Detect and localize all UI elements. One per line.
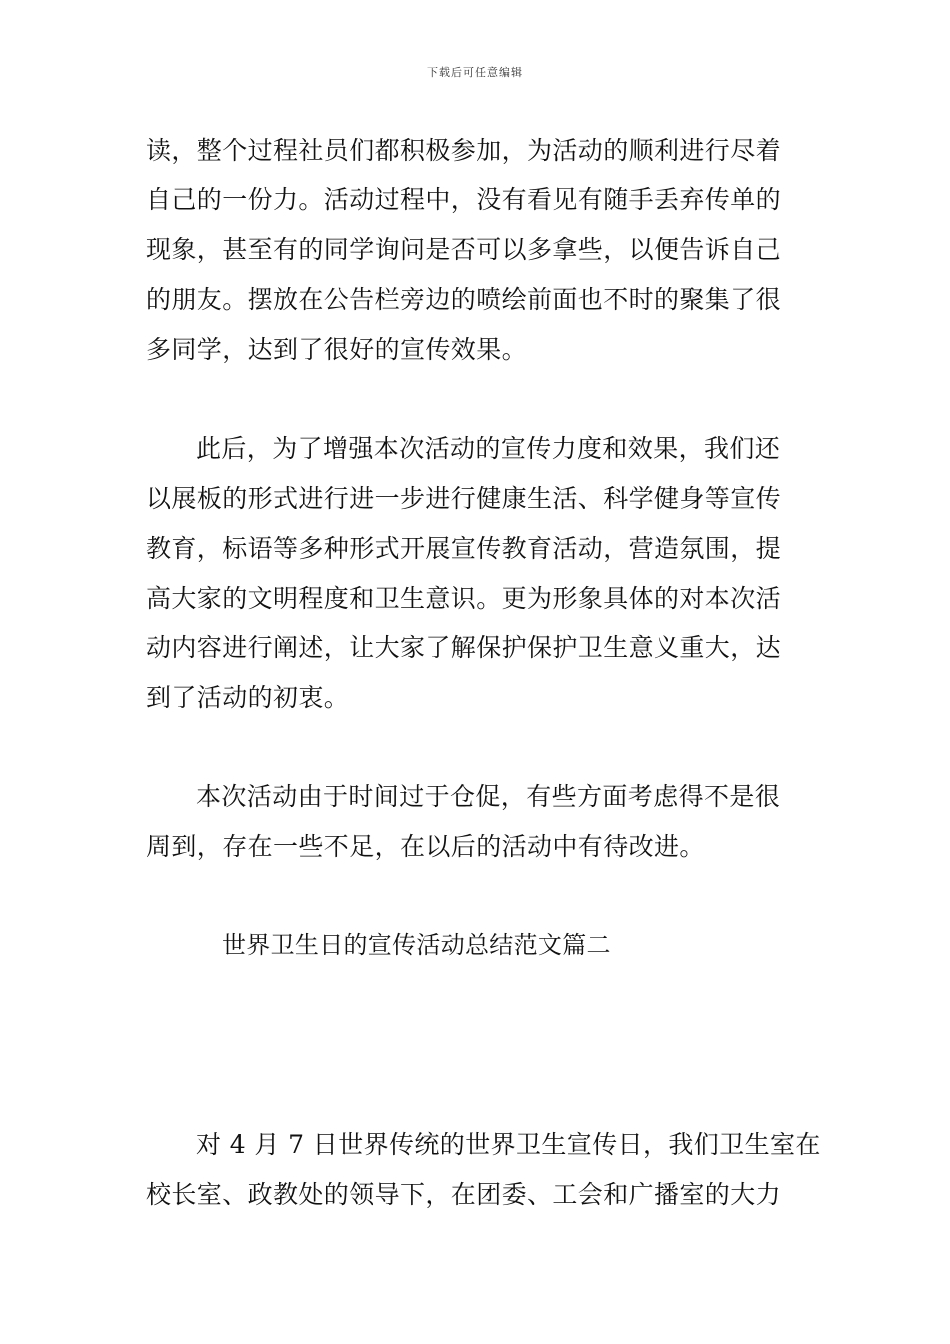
paragraph-line: 周到，存在一些不足，在以后的活动中有待改进。 xyxy=(146,832,705,861)
paragraph-line: 对 4 月 7 日世界传统的世界卫生宣传日，我们卫生室在 xyxy=(196,1130,821,1159)
paragraph-line: 的朋友。摆放在公告栏旁边的喷绘前面也不时的聚集了很 xyxy=(146,285,782,314)
section-heading: 世界卫生日的宣传活动总结范文篇二 xyxy=(222,931,611,959)
paragraph-line: 动内容进行阐述，让大家了解保护保护卫生意义重大，达 xyxy=(146,633,782,662)
paragraph-line: 本次活动由于时间过于仓促，有些方面考虑得不是很 xyxy=(196,782,781,811)
paragraph-line: 此后，为了增强本次活动的宣传力度和效果，我们还 xyxy=(196,434,781,463)
paragraph-line: 自己的一份力。活动过程中，没有看见有随手丢弃传单的 xyxy=(146,185,782,214)
paragraph-line: 教育，标语等多种形式开展宣传教育活动，营造氛围，提 xyxy=(146,534,782,563)
paragraph-line: 现象，甚至有的同学询问是否可以多拿些，以便告诉自己 xyxy=(146,235,782,264)
paragraph-line: 多同学，达到了很好的宣传效果。 xyxy=(146,335,528,364)
paragraph-line: 到了活动的初衷。 xyxy=(146,683,350,712)
paragraph-line: 高大家的文明程度和卫生意识。更为形象具体的对本次活 xyxy=(146,584,782,613)
paragraph-line: 读，整个过程社员们都积极参加，为活动的顺利进行尽着 xyxy=(146,136,782,165)
paragraph-line: 校长室、政教处的领导下，在团委、工会和广播室的大力 xyxy=(146,1180,782,1209)
page-header-note: 下载后可任意编辑 xyxy=(427,66,523,79)
paragraph-line: 以展板的形式进行进一步进行健康生活、科学健身等宣传 xyxy=(146,484,782,513)
